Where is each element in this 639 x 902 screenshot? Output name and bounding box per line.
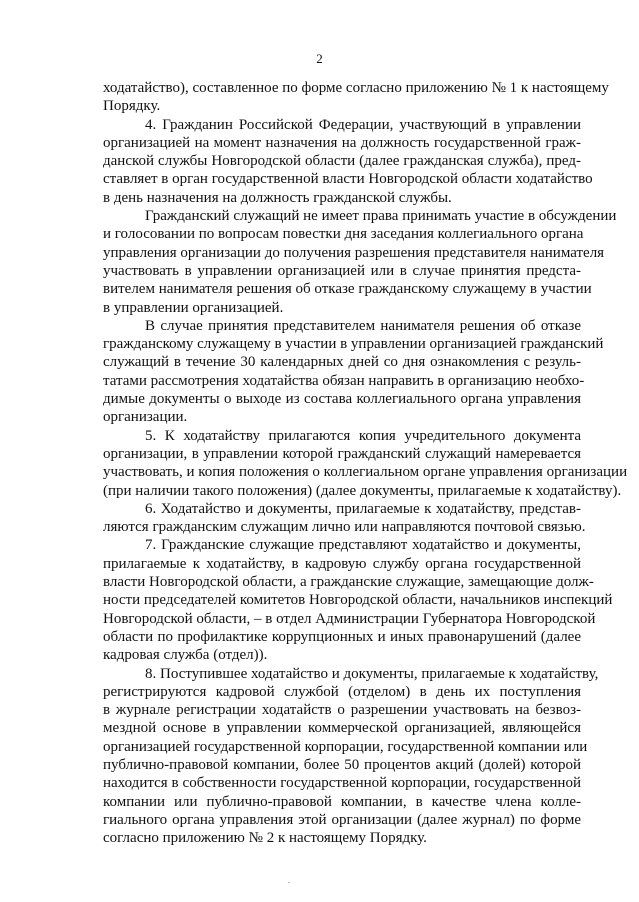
scan-artifact [288, 882, 290, 883]
text-line: данской службы Новгородской области (далее гражданская служба), пред- [103, 153, 581, 170]
text-line: татами рассмотрения ходатайства обязан направить в организацию необхо- [103, 372, 585, 389]
text-line: мездной основе в управлении коммерческой организацией, являющейся [103, 720, 581, 737]
text-line: согласно приложению № 2 к настоящему Порядку. [103, 830, 427, 847]
text-line: гиального органа управления этой организации (далее журнал) по форме [103, 811, 581, 828]
paragraph-item-4 [103, 116, 593, 207]
text-line: Гражданский служащий не имеет права принимать участие в обсуждении [145, 208, 617, 225]
text-line: в журнале регистрации ходатайств о разрешении участвовать на безвоз- [103, 702, 581, 719]
text-line: ляются гражданским служащим лично или направляются почтовой связью. [103, 519, 586, 536]
text-line: ходатайство), составленное по форме согласно приложению № 1 к настоящему [103, 80, 609, 96]
paragraph-continuation [103, 79, 609, 116]
paragraph-item-6 [103, 500, 586, 537]
text-line: и голосовании по вопросам повестки дня заседания коллегиального органа [103, 226, 584, 243]
paragraph-item-8 [103, 665, 599, 848]
text-line: участвовать, и копия положения о коллегиальном органе управления организации [103, 464, 628, 481]
text-line: прилагаемые к ходатайству, в кадровую службу органа государственной [103, 555, 581, 572]
text-line: в день назначения на должность гражданской службы. [103, 189, 452, 206]
text-line: (при наличии такого положения) (далее документы, прилагаемые к ходатайству). [103, 482, 622, 499]
text-line: области по профилактике коррупционных и иных правонарушений (далее [103, 628, 581, 645]
text-line: Порядку. [103, 98, 161, 115]
text-line: организацией государственной корпорации, государственной компании или [103, 738, 588, 755]
text-line: организации. [103, 409, 188, 426]
text-line: ности председателей комитетов Новгородской области, начальников инспекций [103, 592, 613, 609]
text-line: власти Новгородской области, а гражданские служащие, замещающие долж- [103, 574, 594, 591]
text-line: 8. Поступившее ходатайство и документы, прилагаемые к ходатайству, [145, 665, 599, 682]
text-line: 6. Ходатайство и документы, прилагаемые к ходатайству, представ- [145, 500, 581, 517]
text-line: димые документы о выходе из состава коллегиального органа управления [103, 391, 581, 408]
text-line: Новгородской области, – в отдел Администрации Губернатора Новгородской [103, 610, 596, 627]
text-line: организации, в управлении которой гражданский служащий намеревается [103, 445, 581, 462]
text-line: ставляет в орган государственной власти Новгородской области ходатайство [103, 171, 593, 188]
text-line: участвовать в управлении организацией или в случае принятия предста- [103, 262, 581, 279]
text-line: управления организации до получения разрешения представителя нанимателя [103, 244, 605, 261]
text-line: регистрируются кадровой службой (отделом) в день их поступления [103, 683, 581, 700]
text-line: 4. Гражданин Российской Федерации, участвующий в управлении [145, 116, 581, 133]
text-line: кадровая служба (отдел)). [103, 647, 268, 664]
text-line: служащий в течение 30 календарных дней со дня ознакомления с резуль- [103, 354, 581, 371]
page-number: 2 [316, 51, 323, 66]
text-line: гражданскому служащему в участии в управлении организацией гражданский [103, 336, 604, 353]
text-line: вителем нанимателя решения об отказе гражданскому служащему в участии [103, 281, 592, 298]
text-line: компании или публично-правовой компании, в качестве члена колле- [103, 793, 581, 810]
paragraph-item-5 [103, 427, 628, 500]
text-line: В случае принятия представителем нанимателя решения об отказе [145, 317, 581, 334]
text-line: публично-правовой компании, более 50 процентов акций (долей) которой [103, 756, 581, 773]
text-line: находится в собственности государственной корпорации, государственной [103, 775, 581, 792]
document-body [103, 79, 628, 847]
text-line: 5. К ходатайству прилагаются копия учредительного документа [145, 427, 581, 444]
text-line: организацией на момент назначения на должность государственной граж- [103, 134, 581, 151]
paragraph-item-7 [103, 536, 613, 664]
paragraph-refusal-case [103, 317, 604, 427]
paragraph-participation-restriction [103, 207, 617, 317]
text-line: 7. Гражданские служащие представляют ходатайство и документы, [145, 537, 581, 554]
text-line: в управлении организацией. [103, 299, 284, 316]
